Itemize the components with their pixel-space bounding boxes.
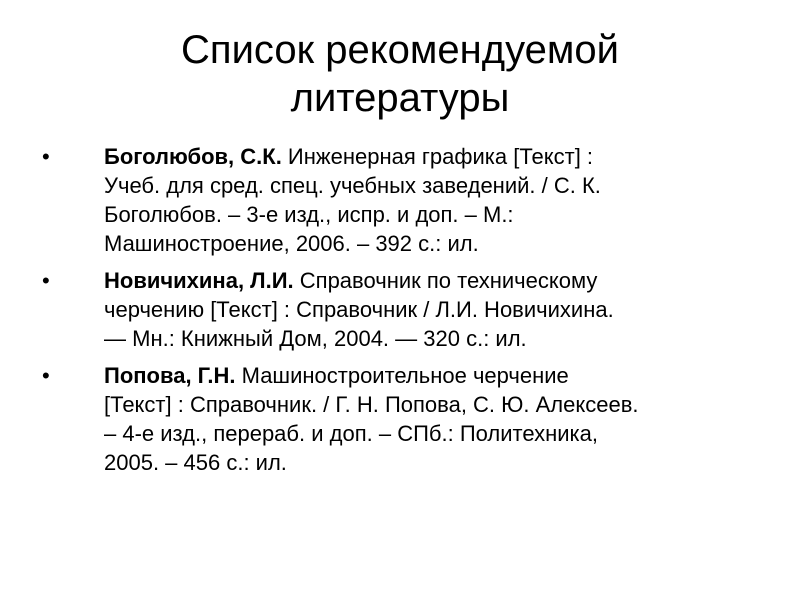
- reference-text: Машиностроительное черчение: [235, 363, 569, 388]
- reference-line: [104, 142, 762, 171]
- bullet-icon: •: [42, 268, 50, 293]
- slide-title: [60, 26, 740, 122]
- reference-text: Инженерная графика [Текст] :: [281, 144, 594, 169]
- reference-item: [42, 361, 762, 477]
- reference-author: Новичихина, Л.И.: [104, 268, 294, 293]
- reference-list: [42, 142, 762, 485]
- reference-line: [104, 361, 762, 390]
- title-line: Список рекомендуемой: [181, 28, 619, 72]
- title-line: литературы: [290, 76, 510, 120]
- reference-line: Учеб. для сред. спец. учебных заведений. / С. К.: [104, 173, 601, 198]
- reference-line: – 4-е изд., перераб. и доп. – СПб.: Политехника,: [104, 421, 599, 446]
- reference-line: — Мн.: Книжный Дом, 2004. — 320 с.: ил.: [104, 326, 527, 351]
- reference-item: [42, 266, 762, 353]
- reference-line: Боголюбов. – 3-е изд., испр. и доп. – М.:: [104, 202, 514, 227]
- bullet-icon: •: [42, 363, 50, 388]
- reference-line: черчению [Текст] : Справочник / Л.И. Новичихина.: [104, 297, 614, 322]
- reference-line: [104, 266, 762, 295]
- reference-line: Машиностроение, 2006. – 392 с.: ил.: [104, 231, 479, 256]
- reference-author: Попова, Г.Н.: [104, 363, 236, 388]
- reference-line: [Текст] : Справочник. / Г. Н. Попова, С. Ю. Алексеев.: [104, 392, 639, 417]
- reference-author: Боголюбов, С.К.: [104, 144, 282, 169]
- reference-text: Справочник по техническому: [293, 268, 598, 293]
- bullet-icon: •: [42, 144, 50, 169]
- reference-item: [42, 142, 762, 258]
- reference-line: 2005. – 456 с.: ил.: [104, 450, 287, 475]
